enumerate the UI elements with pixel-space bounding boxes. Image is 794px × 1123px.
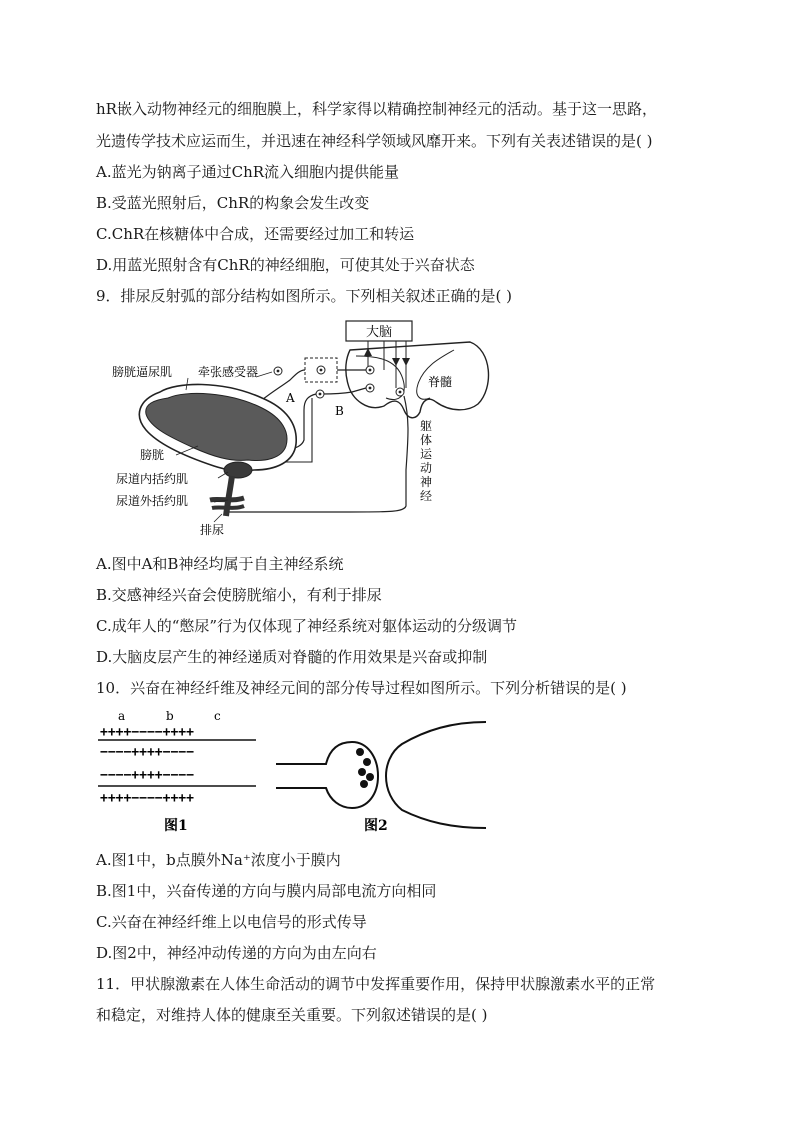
external-sphincter-label: 尿道外括约肌 — [116, 494, 189, 508]
charge-row-4: ++++−−−−++++ — [100, 791, 194, 806]
figure1-caption: 图1 — [164, 818, 188, 834]
reflex-arc-figure — [100, 316, 500, 544]
svg-text:躯: 躯 — [420, 419, 433, 433]
q9-option-a: A.图中A和B神经均属于自主神经系统 — [96, 555, 344, 573]
svg-text:动: 动 — [420, 461, 433, 475]
q8-option-d: D.用蓝光照射含有ChR的神经细胞，可使其处于兴奋状态 — [96, 256, 475, 274]
internal-sphincter-shape — [224, 462, 252, 478]
figure2-caption: 图2 — [364, 818, 388, 834]
q8-stem-line1: hR嵌入动物神经元的细胞膜上，科学家得以精确控制神经元的活动。基于这一思路， — [96, 100, 657, 118]
detrusor-label: 膀胱逼尿肌 — [112, 365, 173, 379]
synapse-figure-2 — [270, 712, 490, 838]
svg-text:经: 经 — [420, 489, 433, 503]
q8-stem-line2: 光遗传学技术应运而生，并迅速在神经科学领域风靡开来。下列有关表述错误的是( ) — [96, 132, 653, 150]
q9-stem: 9．排尿反射弧的部分结构如图所示。下列相关叙述正确的是( ) — [96, 287, 513, 305]
q10-option-d: D.图2中，神经冲动传递的方向为由左向右 — [96, 944, 377, 962]
point-c: c — [214, 709, 221, 723]
q10-stem: 10．兴奋在神经纤维及神经元间的部分传导过程如图所示。下列分析错误的是( ) — [96, 679, 627, 697]
stretch-receptor-label: 牵张感受器 — [198, 365, 259, 379]
q8-option-b: B.受蓝光照射后，ChR的构象会发生改变 — [96, 194, 370, 212]
charge-row-2: −−−−++++−−−− — [100, 745, 194, 760]
svg-text:神: 神 — [420, 475, 433, 489]
fiber-figure-1 — [96, 704, 266, 838]
urination-label: 排尿 — [200, 523, 225, 537]
q11-stem-line2: 和稳定，对维持人体的健康至关重要。下列叙述错误的是( ) — [96, 1006, 488, 1024]
point-a: a — [118, 709, 126, 723]
bladder-label: 膀胱 — [140, 448, 165, 462]
q9-option-c: C.成年人的“憋尿”行为仅体现了神经系统对躯体运动的分级调节 — [96, 617, 518, 635]
point-b: b — [166, 709, 174, 723]
charge-row-3: −−−−++++−−−− — [100, 768, 194, 783]
brain-label: 大脑 — [365, 325, 393, 340]
q10-option-a: A.图1中，b点膜外Na⁺浓度小于膜内 — [96, 851, 341, 869]
svg-text:体: 体 — [420, 433, 433, 447]
somatic-motor-nerve-label — [420, 419, 433, 503]
q8-option-c: C.ChR在核糖体中合成，还需要经过加工和转运 — [96, 225, 415, 243]
postsynaptic-membrane — [386, 722, 486, 828]
nerve-a-label: A — [286, 391, 295, 405]
nerve-b-label: B — [335, 404, 344, 418]
q8-option-a: A.蓝光为钠离子通过ChR流入细胞内提供能量 — [96, 163, 400, 181]
internal-sphincter-label: 尿道内括约肌 — [116, 472, 189, 486]
q11-stem-line1: 11．甲状腺激素在人体生命活动的调节中发挥重要作用，保持甲状腺激素水平的正常 — [96, 975, 656, 993]
spinal-cord-label: 脊髓 — [428, 375, 453, 389]
q10-option-b: B.图1中，兴奋传递的方向与膜内局部电流方向相同 — [96, 882, 437, 900]
q9-option-b: B.交感神经兴奋会使膀胱缩小，有利于排尿 — [96, 586, 382, 604]
q10-option-c: C.兴奋在神经纤维上以电信号的形式传导 — [96, 913, 367, 931]
svg-text:运: 运 — [420, 447, 433, 461]
charge-row-1: ++++−−−−++++ — [100, 725, 194, 740]
q9-option-d: D.大脑皮层产生的神经递质对脊髓的作用效果是兴奋或抑制 — [96, 648, 488, 666]
